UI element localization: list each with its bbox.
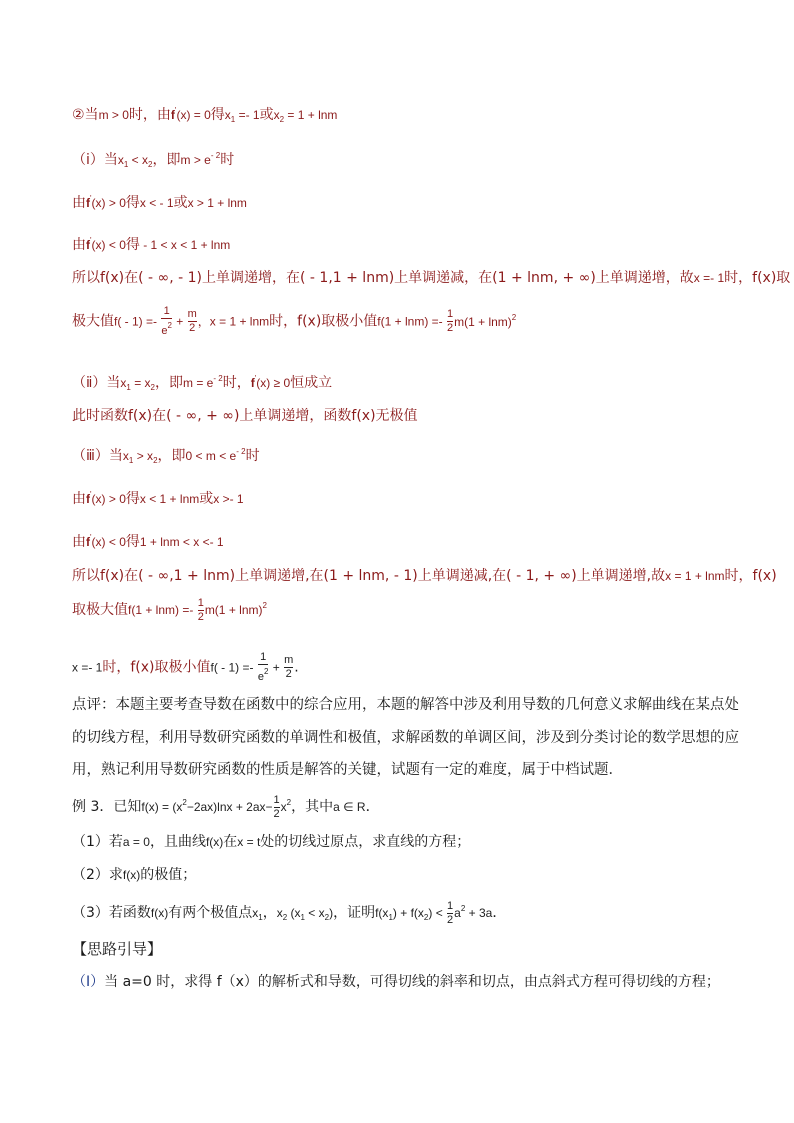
case-m-positive-line: ②当m > 0时，由f'(x) = 0得$x_1 =- 1$或$x_2 = 1 + \ln m$ [72,106,338,124]
hint-heading: 【思路引导】 [72,940,163,958]
commentary-line-1: 点评：本题主要考查导数在函数中的综合应用，本题的解答中涉及利用导数的几何意义求解曲线在某点处 [72,697,739,713]
subcase-iii-line: （ⅲ）当$x_1 > x_2$，即$0 < m < e^{- 2}$时 [72,447,260,465]
example-3-statement: 例 3．已知$f(x) = (x^2-2ax)\ln x + 2ax-$ $\frac{1}{2}$ $x^2$，其中a ∈ R． [72,793,380,820]
question-3: （3）若函数f(x)有两个极值点$x_1$，$x_2$ $(x_1 < x_2)$，证明$f(x_1) + f(x_2)$ < $\frac{1}{2}$ $a^2 + 3a$． [72,899,507,926]
monotonicity-line-2: 所以f(x)在( - ∞,1 + lnm)上单调递增,在(1 + lnm, - 1)上单调递减,在( - 1, + ∞)上单调递增,故x = 1 + lnm时，f(x) [72,568,777,584]
commentary-line-2: 的切线方程，利用导数研究函数的单调性和极值，求解函数的单调区间，涉及到分类讨论的数学思想的应 [72,730,739,746]
subcase-i-line: （ⅰ）当$x_1 < x_2$，即$m > e^{- 2}$时 [72,151,235,169]
question-1: （1）若a = 0，且曲线f(x)在x = t处的切线过原点，求直线的方程； [72,834,471,850]
minimum-line-2: x =- 1时，f(x)取极小值f( - 1) =- $\frac{1}{e^2}$ + $\frac{m}{2}$ . [72,651,299,683]
extremum-line-1: 极大值f( - 1) =- $\frac{1}{e^2}$ + $\frac{m}{2}$ ，x = 1 + lnm时，f(x)取极小值f(1 + lnm) =- $\frac{1}{2}$ $m(1 + \ln m)^2$ [72,305,517,337]
question-2: （2）求f(x)的极值； [72,867,197,883]
hint-part-1: （Ⅰ）当 a=0 时，求得 f（x）的解析式和导数，可得切线的斜率和切点，由点斜式方程可得切线的方程； [72,974,720,990]
commentary-line-3: 用，熟记利用导数研究函数的性质是解答的关键，试题有一定的难度，属于中档试题． [72,762,623,778]
derivative-negative-line-2: 由f'(x) < 0得1 + lnm < x <- 1 [72,533,224,550]
maximum-line-2: 取极大值f(1 + lnm) =- $\frac{1}{2}$ $m(1 + \ln m)^2$ [72,596,267,623]
derivative-negative-line-1: 由f'(x) < 0得 - 1 < x < 1 + lnm [72,236,231,253]
monotonicity-line-1: 所以f(x)在( - ∞, - 1)上单调递增，在( - 1,1 + lnm)上单调递减，在(1 + lnm, + ∞)上单调递增，故x =- 1时，f(x)取 [72,270,791,286]
no-extremum-line: 此时函数f(x)在( - ∞, + ∞)上单调递增，函数f(x)无极值 [72,408,418,424]
derivative-positive-line-1: 由f'(x) > 0得x < - 1或x > 1 + lnm [72,194,247,211]
derivative-positive-line-2: 由f'(x) > 0得x < 1 + lnm或x >- 1 [72,490,244,507]
subcase-ii-line: （ⅱ）当$x_1 = x_2$，即$m = e^{- 2}$时，f'(x) ≥ 0恒成立 [72,374,333,392]
